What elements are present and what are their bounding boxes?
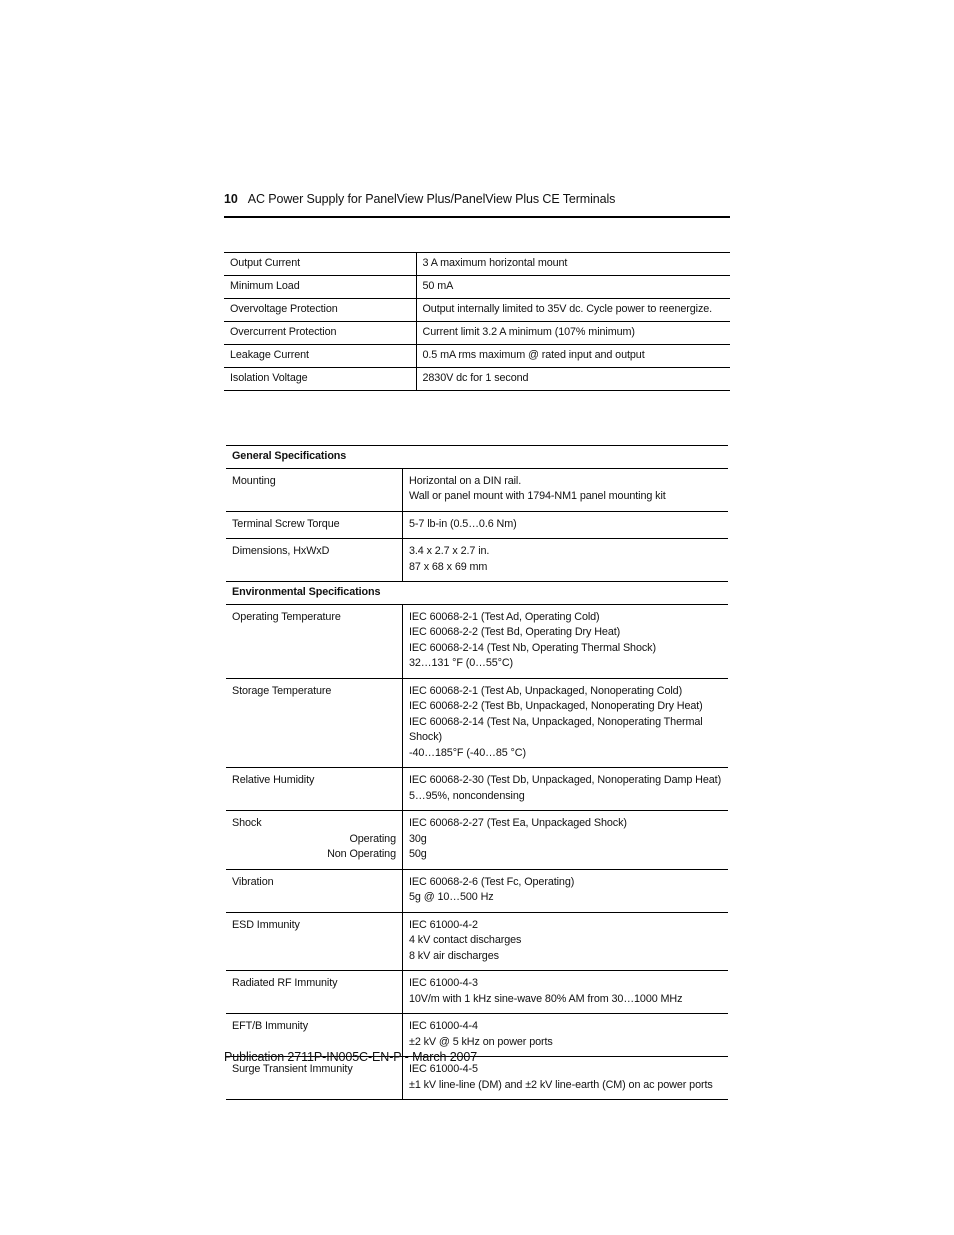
spec-value: IEC 60068-2-1 (Test Ab, Unpackaged, Nonoperating Cold) [409,684,683,697]
spec-value-cell [403,511,729,539]
spec-value: 30g [409,832,427,845]
spec-label-cell [226,811,403,870]
table-row [226,678,728,768]
spec-label: Isolation Voltage [224,368,416,391]
spec-label: ESD Immunity [232,918,300,931]
spec-value: Output internally limited to 35V dc. Cycle power to reenergize. [416,299,730,322]
table-row [226,768,728,811]
table-row [224,322,730,345]
table-row [224,345,730,368]
table-row [224,299,730,322]
spec-value: ±1 kV line-line (DM) and ±2 kV line-earth (CM) on ac power ports [409,1078,713,1091]
table-row [224,368,730,391]
spec-value: IEC 61000-4-5 [409,1063,478,1075]
table-row [224,276,730,299]
table-row [226,971,728,1014]
spec-value: 87 x 68 x 69 mm [409,560,488,573]
spec-value-cell [403,539,729,582]
spec-value: IEC 61000-4-3 [409,977,478,989]
spec-value: 50 mA [416,276,730,299]
spec-value: Horizontal on a DIN rail. [409,474,522,487]
electrical-specs-table [224,252,730,391]
spec-value: 8 kV air discharges [409,949,499,962]
page-number: 10 [224,192,238,206]
spec-label-cell [226,604,403,678]
spec-value: 3.4 x 2.7 x 2.7 in. [409,545,490,557]
spec-label-cell [226,678,403,768]
document-title: AC Power Supply for PanelView Plus/PanelView Plus CE Terminals [247,192,616,206]
spec-value: 5…95%, noncondensing [409,789,525,802]
spec-value: ±2 kV @ 5 kHz on power ports [409,1035,553,1048]
section-heading-row [226,582,728,605]
spec-label: Operating Temperature [232,610,341,623]
table-row [226,912,728,971]
spec-label: Terminal Screw Torque [232,517,340,530]
spec-label-cell [226,912,403,971]
spec-label: Output Current [224,253,416,276]
table-row [226,539,728,582]
spec-label: Storage Temperature [232,684,332,697]
spec-value: IEC 60068-2-30 (Test Db, Unpackaged, Nonoperating Damp Heat) [409,774,722,786]
spec-sublabel: Operating [349,832,396,845]
spec-value: IEC 60068-2-14 (Test Na, Unpackaged, Nonoperating Thermal Shock) [409,715,703,743]
spec-label: EFT/B Immunity [232,1020,308,1032]
spec-label-cell [226,511,403,539]
spec-value: IEC 60068-2-1 (Test Ad, Operating Cold) [409,610,600,623]
spec-value: 0.5 mA rms maximum @ rated input and output [416,345,730,368]
section-heading-row [226,446,728,469]
spec-value-cell [403,811,729,870]
spec-value: IEC 61000-4-2 [409,918,478,931]
spec-value: 50g [409,848,427,860]
spec-label-cell [226,468,403,511]
spec-value: 3 A maximum horizontal mount [416,253,730,276]
publication-footer: Publication 2711P-IN005C-EN-P - March 2007 [224,1050,478,1064]
general-environmental-specs-table [226,445,728,1100]
spec-value-cell [403,678,729,768]
spec-value: IEC 61000-4-4 [409,1020,478,1032]
spec-value: -40…185°F (-40…85 °C) [409,746,526,759]
specs-body [226,446,728,1100]
table-row [226,811,728,870]
spec-label: Overcurrent Protection [224,322,416,345]
table-row [226,468,728,511]
spec-label: Leakage Current [224,345,416,368]
spec-label: Overvoltage Protection [224,299,416,322]
spec-label: Surge Transient Immunity [232,1063,353,1075]
spec-value: Wall or panel mount with 1794-NM1 panel mounting kit [409,490,666,502]
spec-label-cell [226,768,403,811]
spec-value: 32…131 °F (0…55°C) [409,657,514,669]
table-row [226,511,728,539]
spec-label: Minimum Load [224,276,416,299]
spec-value-cell [403,971,729,1014]
table-row [224,253,730,276]
spec-label-cell [226,539,403,582]
spec-label: Radiated RF Immunity [232,977,338,989]
page-header [224,192,730,218]
electrical-specs-body [224,253,730,391]
spec-label-cell [226,869,403,912]
spec-value-cell [403,912,729,971]
spec-label: Vibration [232,875,274,888]
spec-value: 5-7 lb-in (0.5…0.6 Nm) [409,517,517,530]
spec-sublabel: Non Operating [327,848,396,860]
spec-label: Relative Humidity [232,774,315,786]
spec-label: Dimensions, HxWxD [232,545,330,557]
spec-value-cell [403,768,729,811]
spec-value: IEC 60068-2-27 (Test Ea, Unpackaged Shock) [409,817,627,829]
spec-value: IEC 60068-2-2 (Test Bd, Operating Dry Heat) [409,626,621,638]
table-row [226,869,728,912]
spec-value: Current limit 3.2 A minimum (107% minimum) [416,322,730,345]
spec-label: Shock [232,817,262,829]
spec-value: IEC 60068-2-2 (Test Bb, Unpackaged, Nonoperating Dry Heat) [409,700,703,712]
spec-label: Mounting [232,474,276,487]
section-heading: Environmental Specifications [226,582,728,605]
table-row [226,604,728,678]
spec-value-cell [403,468,729,511]
section-heading: General Specifications [226,446,728,469]
spec-value: IEC 60068-2-14 (Test Nb, Operating Thermal Shock) [409,641,656,654]
spec-value-cell [403,869,729,912]
spec-value: 2830V dc for 1 second [422,372,529,384]
spec-label-cell [226,971,403,1014]
spec-value: IEC 60068-2-6 (Test Fc, Operating) [409,875,575,888]
spec-value: 5g @ 10…500 Hz [409,891,494,903]
spec-value: 4 kV contact discharges [409,934,522,946]
spec-value-cell [403,604,729,678]
spec-value: 10V/m with 1 kHz sine-wave 80% AM from 30…1000 MHz [409,992,683,1005]
